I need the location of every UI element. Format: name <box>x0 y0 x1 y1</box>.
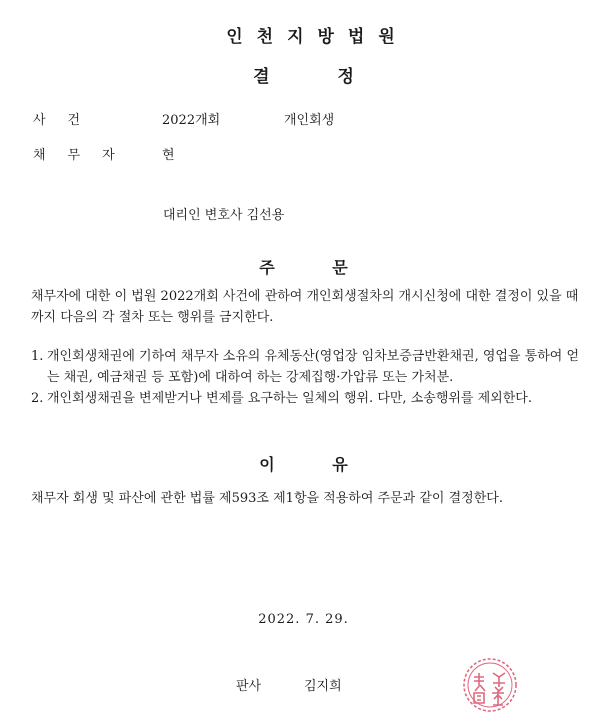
item-text: 개인회생채권을 변제받거나 변제를 요구하는 일체의 행위. 다만, 소송행위를 제외한다. <box>47 391 532 406</box>
agent-name: 대리인 변호사 김선용 <box>163 208 285 223</box>
order-heading: 주 문 <box>259 258 348 277</box>
debtor-name: 현 <box>162 148 175 163</box>
case-number: 2022개회 <box>162 113 221 128</box>
order-item-2 <box>31 388 581 409</box>
reason-heading: 이 유 <box>259 455 348 474</box>
court-name: 인천지방법원 <box>226 27 409 47</box>
document-title: 결 정 <box>253 67 354 87</box>
case-type: 개인회생 <box>284 113 335 128</box>
item-number: 1. <box>31 349 44 364</box>
judge-seal-stamp <box>460 655 520 715</box>
judge-label: 판사 <box>236 679 262 694</box>
item-text: 개인회생채권에 기하여 채무자 소유의 유체동산(영업장 임차보증금반환채권, 영업을 통하여 얻는 채권, 예금채권 등 포함)에 대하여 하는 강제집행·가압류 또는 가처분. <box>47 349 580 385</box>
order-intro: 채무자에 대한 이 법원 2022개회 사건에 관하여 개인회생절차의 개시신청에 대한 결정이 있을 때까지 다음의 각 절차 또는 행위를 금지한다. <box>31 289 579 325</box>
order-item-1 <box>31 346 581 388</box>
reason-text: 채무자 회생 및 파산에 관한 법률 제593조 제1항을 적용하여 주문과 같이 결정한다. <box>31 491 503 506</box>
case-label: 사건 <box>33 113 103 128</box>
debtor-label: 채무자 <box>33 148 137 163</box>
seal-icon <box>460 655 520 715</box>
judge-name: 김지희 <box>304 679 342 694</box>
item-number: 2. <box>31 391 44 406</box>
decision-date: 2022. 7. 29. <box>258 612 349 627</box>
